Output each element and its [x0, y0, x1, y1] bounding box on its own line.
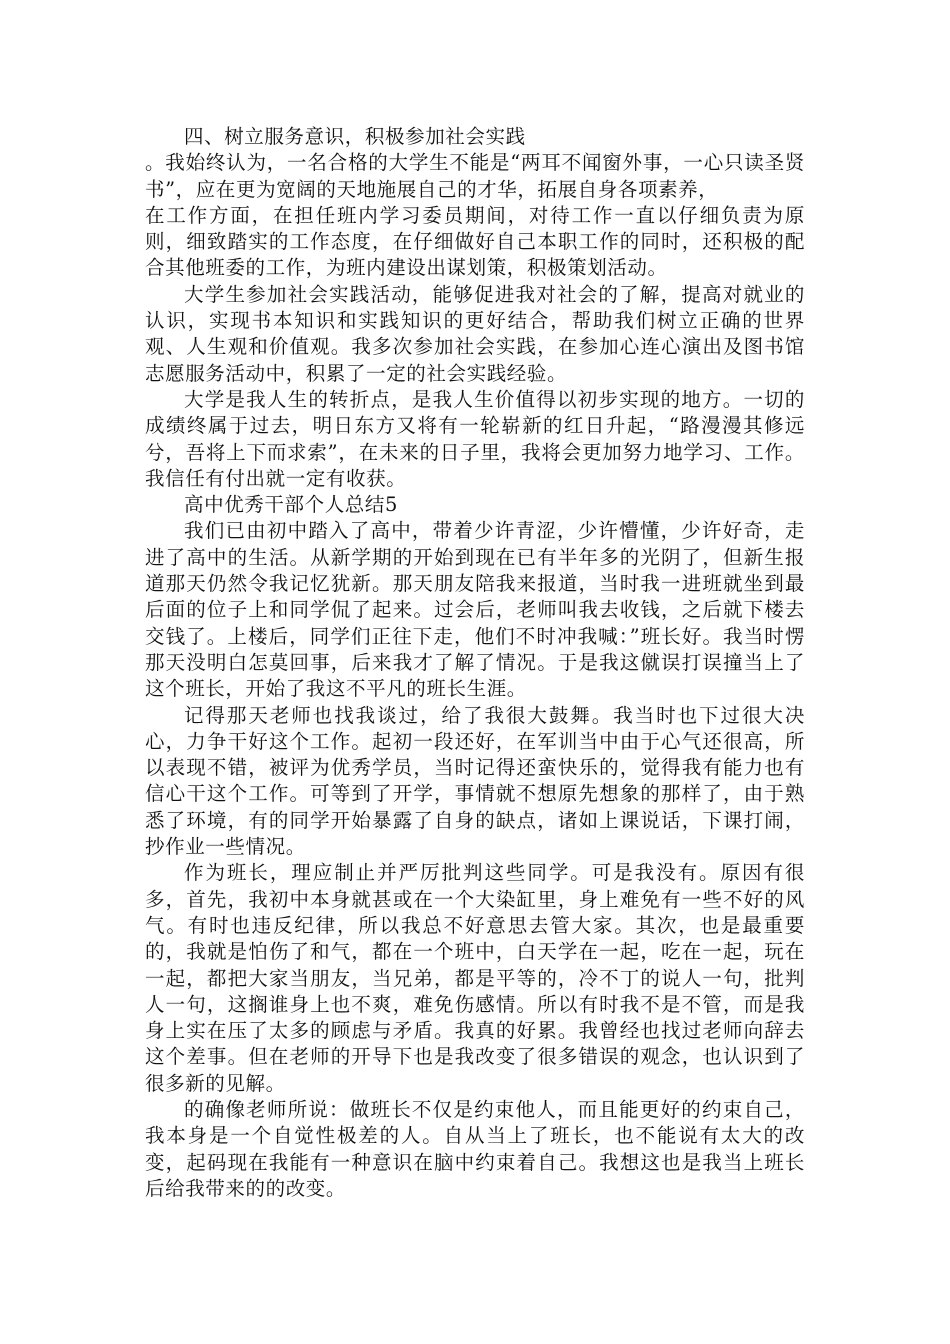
paragraph: 大学是我人生的转折点，是我人生价值得以初步实现的地方。一切的成绩终属于过去，明日东方又将有一轮崭新的红日升起，“路漫漫其修远兮，吾将上下而求索”，在未来的日子里，我将会更加努力地学习、工作。我信任有付出就一定有收获。	[145, 387, 805, 490]
paragraph: 作为班长，理应制止并严厉批判这些同学。可是我没有。原因有很多，首先，我初中本身就甚或在一个大染缸里，身上难免有一些不好的风气。有时也违反纪律，所以我总不好意思去管大家。其次，也是最重要的，我就是怕伤了和气，都在一个班中，白天学在一起，吃在一起，玩在一起，都把大家当朋友，当兄弟，都是平等的，冷不丁的说人一句，批判人一句，这搁谁身上也不爽，难免伤感情。所以有时我不是不管，而是我身上实在压了太多的顾虑与矛盾。我真的好累。我曾经也找过老师向辞去这个差事。但在老师的开导下也是我改变了很多错误的观念，也认识到了很多新的见解。	[145, 861, 805, 1095]
paragraph: 大学生参加社会实践活动，能够促进我对社会的了解，提高对就业的认识，实现书本知识和实践知识的更好结合，帮助我们树立正确的世界观、人生观和价值观。我多次参加社会实践，在参加心连心演出及图书馆志愿服务活动中，积累了一定的社会实践经验。	[145, 282, 805, 385]
section-title: 高中优秀干部个人总结5	[184, 493, 399, 517]
paragraph: 记得那天老师也找我谈过，给了我很大鼓舞。我当时也下过很大决心，力争干好这个工作。起初一段还好，在军训当中由于心气还很高，所以表现不错，被评为优秀学员，当时记得还蛮快乐的，觉得我有能力也有信心干这个工作。可等到了开学，事情就不想原先想象的那样了，由于熟悉了环境，有的同学开始暴露了自身的缺点，诸如上课说话，下课打闹，抄作业一些情况。	[145, 703, 805, 859]
paragraph: 在工作方面，在担任班内学习委员期间，对待工作一直以仔细负责为原则，细致踏实的工作态度，在仔细做好自己本职工作的同时，还积极的配合其他班委的工作，为班内建设出谋划策，积极策划活动。	[145, 203, 805, 280]
paragraph: 。我始终认为，一名合格的大学生不能是“两耳不闻窗外事，一心只读圣贤书”，应在更为宽阔的天地施展自己的才华，拓展自身各项素养，	[145, 151, 805, 201]
paragraph: 的确像老师所说：做班长不仅是约束他人，而且能更好的约束自己，我本身是一个自觉性极差的人。自从当上了班长，也不能说有太大的改变，起码现在我能有一种意识在脑中约束着自己。我想这也是我当上班长后给我带来的的改变。	[145, 1097, 805, 1200]
section-heading: 四、树立服务意识，积极参加社会实践	[184, 125, 526, 148]
paragraph: 我们已由初中踏入了高中，带着少许青涩，少许懵懂，少许好奇，走进了高中的生活。从新学期的开始到现在已有半年多的光阴了，但新生报道那天仍然令我记忆犹新。那天朋友陪我来报道，当时我一进班就坐到最后面的位子上和同学侃了起来。过会后，老师叫我去收钱，之后就下楼去交钱了。上楼后，同学们正往下走，他们不时冲我喊：”班长好。我当时愣那天没明白怎莫回事，后来我才了解了情况。于是我这僦误打误撞当上了这个班长，开始了我这不平凡的班长生涯。	[145, 519, 805, 701]
document-body	[145, 124, 805, 1202]
